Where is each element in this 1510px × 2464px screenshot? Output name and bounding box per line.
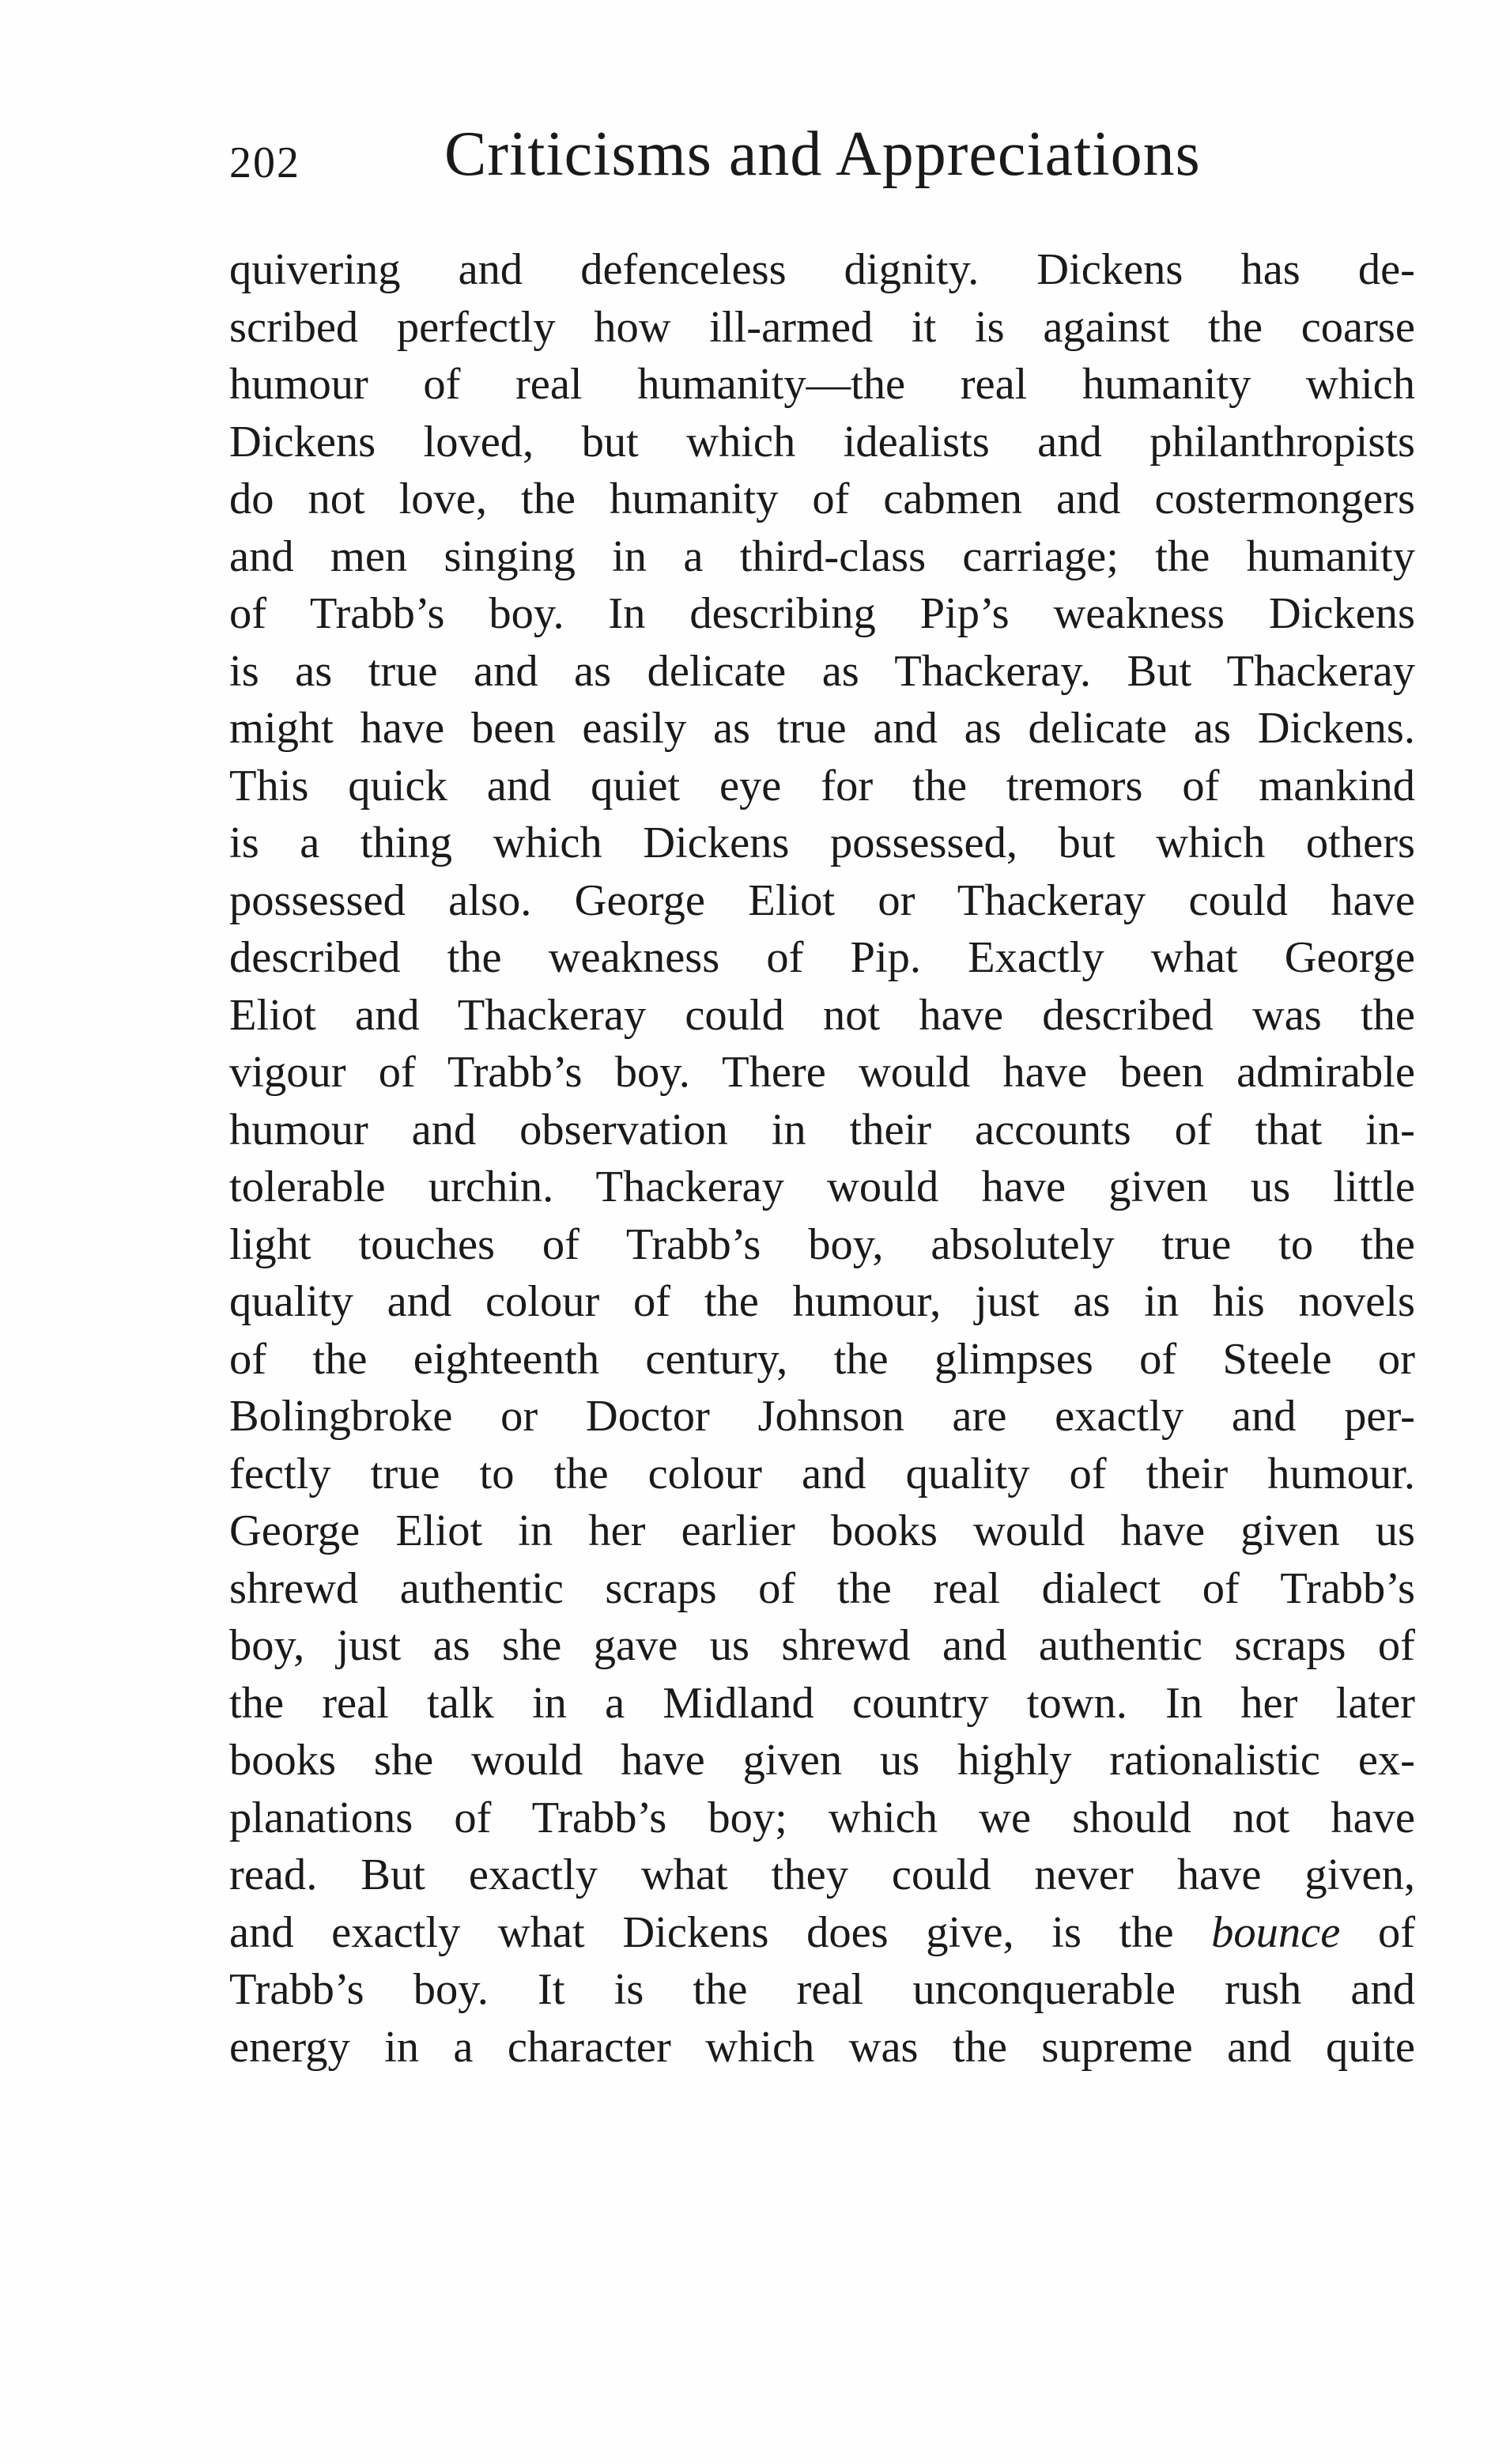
text-line: Bolingbroke or Doctor Johnson are exactly and per- xyxy=(229,1392,1415,1441)
text-line: is as true and as delicate as Thackeray. But Thackeray xyxy=(229,646,1415,696)
text-line: the real talk in a Midland country town. In her later xyxy=(229,1678,1415,1728)
text-line: described the weakness of Pip. Exactly what George xyxy=(229,933,1415,982)
text-line: Dickens loved, but which idealists and philanthropists xyxy=(229,417,1415,467)
page-title: Criticisms and Appreciations xyxy=(444,119,1201,189)
text-line: fectly true to the colour and quality of their humour. xyxy=(229,1449,1415,1498)
text-line: Trabb’s boy. It is the real unconquerable rush and xyxy=(229,1965,1415,2014)
text-line: humour of real humanity—the real humanity which xyxy=(229,360,1415,409)
body-text xyxy=(229,241,1415,2076)
text-line-with-emphasis xyxy=(229,1904,1415,1962)
text-line: scribed perfectly how ill-armed it is against the coarse xyxy=(229,302,1415,352)
text-line: possessed also. George Eliot or Thackeray could have xyxy=(229,875,1415,925)
text-line: Eliot and Thackeray could not have described was the xyxy=(229,990,1415,1040)
text-line: George Eliot in her earlier books would have given us xyxy=(229,1506,1415,1555)
text-line: shrewd authentic scraps of the real dialect of Trabb’s xyxy=(229,1563,1415,1613)
text-line: books she would have given us highly rationalistic ex- xyxy=(229,1736,1415,1785)
text-line: This quick and quiet eye for the tremors of mankind xyxy=(229,761,1415,811)
text-line: light touches of Trabb’s boy, absolutely true to the xyxy=(229,1219,1415,1269)
text-line: quivering and defenceless dignity. Dickens has de- xyxy=(229,245,1415,294)
text-run: and exactly what Dickens does give, is the xyxy=(229,1907,1174,1957)
emphasis-word: bounce xyxy=(1211,1907,1341,1957)
text-line: do not love, the humanity of cabmen and costermongers xyxy=(229,474,1415,523)
text-line: planations of Trabb’s boy; which we should not have xyxy=(229,1793,1415,1842)
text-line: energy in a character which was the supreme and quite xyxy=(229,2022,1415,2072)
text-line: read. But exactly what they could never have given, xyxy=(229,1850,1415,1899)
text-line: humour and observation in their accounts of that in- xyxy=(229,1105,1415,1155)
text-run: of xyxy=(1377,1907,1416,1957)
text-line: might have been easily as true and as delicate as Dickens. xyxy=(229,704,1415,753)
text-line: of the eighteenth century, the glimpses of Steele or xyxy=(229,1334,1415,1384)
text-line: boy, just as she gave us shrewd and authentic scraps of xyxy=(229,1621,1415,1670)
text-line: of Trabb’s boy. In describing Pip’s weakness Dickens xyxy=(229,589,1415,638)
text-line: tolerable urchin. Thackeray would have given us little xyxy=(229,1162,1415,1211)
text-line: and men singing in a third-class carriage; the humanity xyxy=(229,531,1415,581)
text-line: is a thing which Dickens possessed, but which others xyxy=(229,818,1415,867)
page-number: 202 xyxy=(229,138,300,187)
text-line: quality and colour of the humour, just as in his novels xyxy=(229,1277,1415,1326)
text-line: vigour of Trabb’s boy. There would have been admirable xyxy=(229,1048,1415,1097)
running-head xyxy=(229,119,1415,206)
